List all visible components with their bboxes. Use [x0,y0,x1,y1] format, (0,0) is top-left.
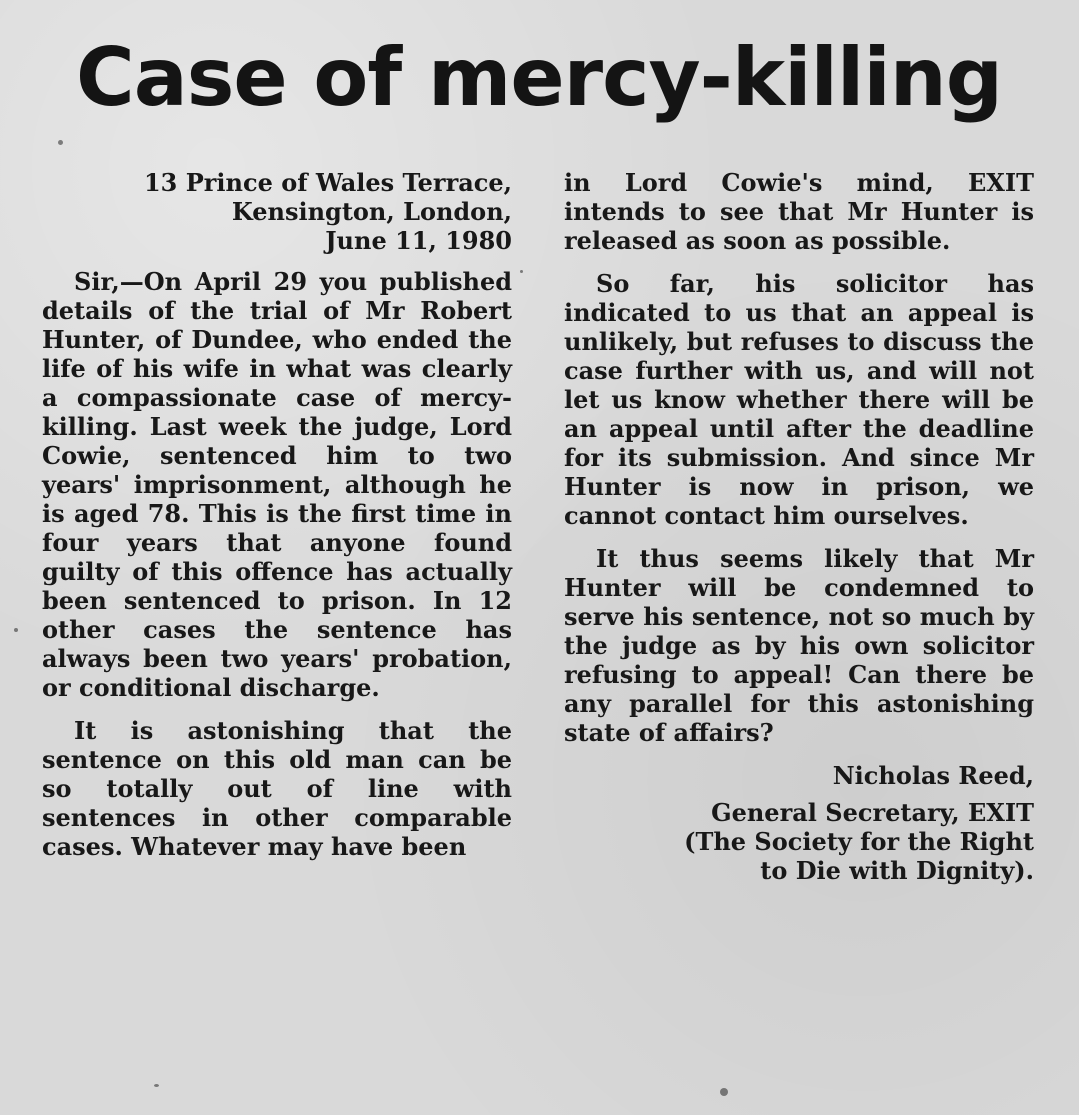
print-speck [154,1084,159,1087]
paragraph-2-part-a: It is astonishing that the sentence on this old man can be so totally out of line with sentences in other comparable cases. Whatever may have been [42,716,512,861]
signatory-name: Nicholas Reed, [832,761,1034,790]
letter-date: June 11, 1980 [325,226,512,255]
print-speck [58,140,63,145]
headline: Case of mercy-killing [76,31,1002,124]
print-speck [520,270,523,273]
left-column [42,168,512,875]
sender-address [42,168,512,255]
address-line-1: 13 Prince of Wales Terrace, [143,168,512,197]
address-line-2: Kensington, London, [231,197,512,226]
right-column [564,168,1034,885]
paragraph-1: Sir,—On April 29 you published details of the trial of Mr Robert Hunter, of Dundee, who ended the life of his wife in what was clearly a compassionate case of mercy-killing. Last week the judge, Lord Cowie, sentenced him to two years' imprisonment, although he is aged 78. This is the first time in four years that anyone found guilty of this offence has actually been sentenced to prison. In 12 other cases the sentence has always been two years' probation, or conditional discharge. [42,267,512,702]
print-speck [14,628,18,632]
paragraph-2-part-b: in Lord Cowie's mind, EXIT intends to see that Mr Hunter is released as soon as possible. [564,168,1034,255]
paragraph-4: It thus seems likely that Mr Hunter will be condemned to serve his sentence, not so much by the judge as by his own solicitor refusing to appeal! Can there be any parallel for this astonishing state of affairs? [564,544,1034,747]
organization-line-2: to Die with Dignity). [760,856,1034,885]
signatory-title: General Secretary, EXIT [711,798,1034,827]
signature-block [564,761,1034,885]
organization-line-1: (The Society for the Right [684,827,1034,856]
paragraph-3: So far, his solicitor has indicated to us that an appeal is unlikely, but refuses to discuss the case further with us, and will not let us know whether there will be an appeal until after the deadline for its submission. And since Mr Hunter is now in prison, we cannot contact him ourselves. [564,269,1034,530]
print-speck [720,1088,728,1096]
